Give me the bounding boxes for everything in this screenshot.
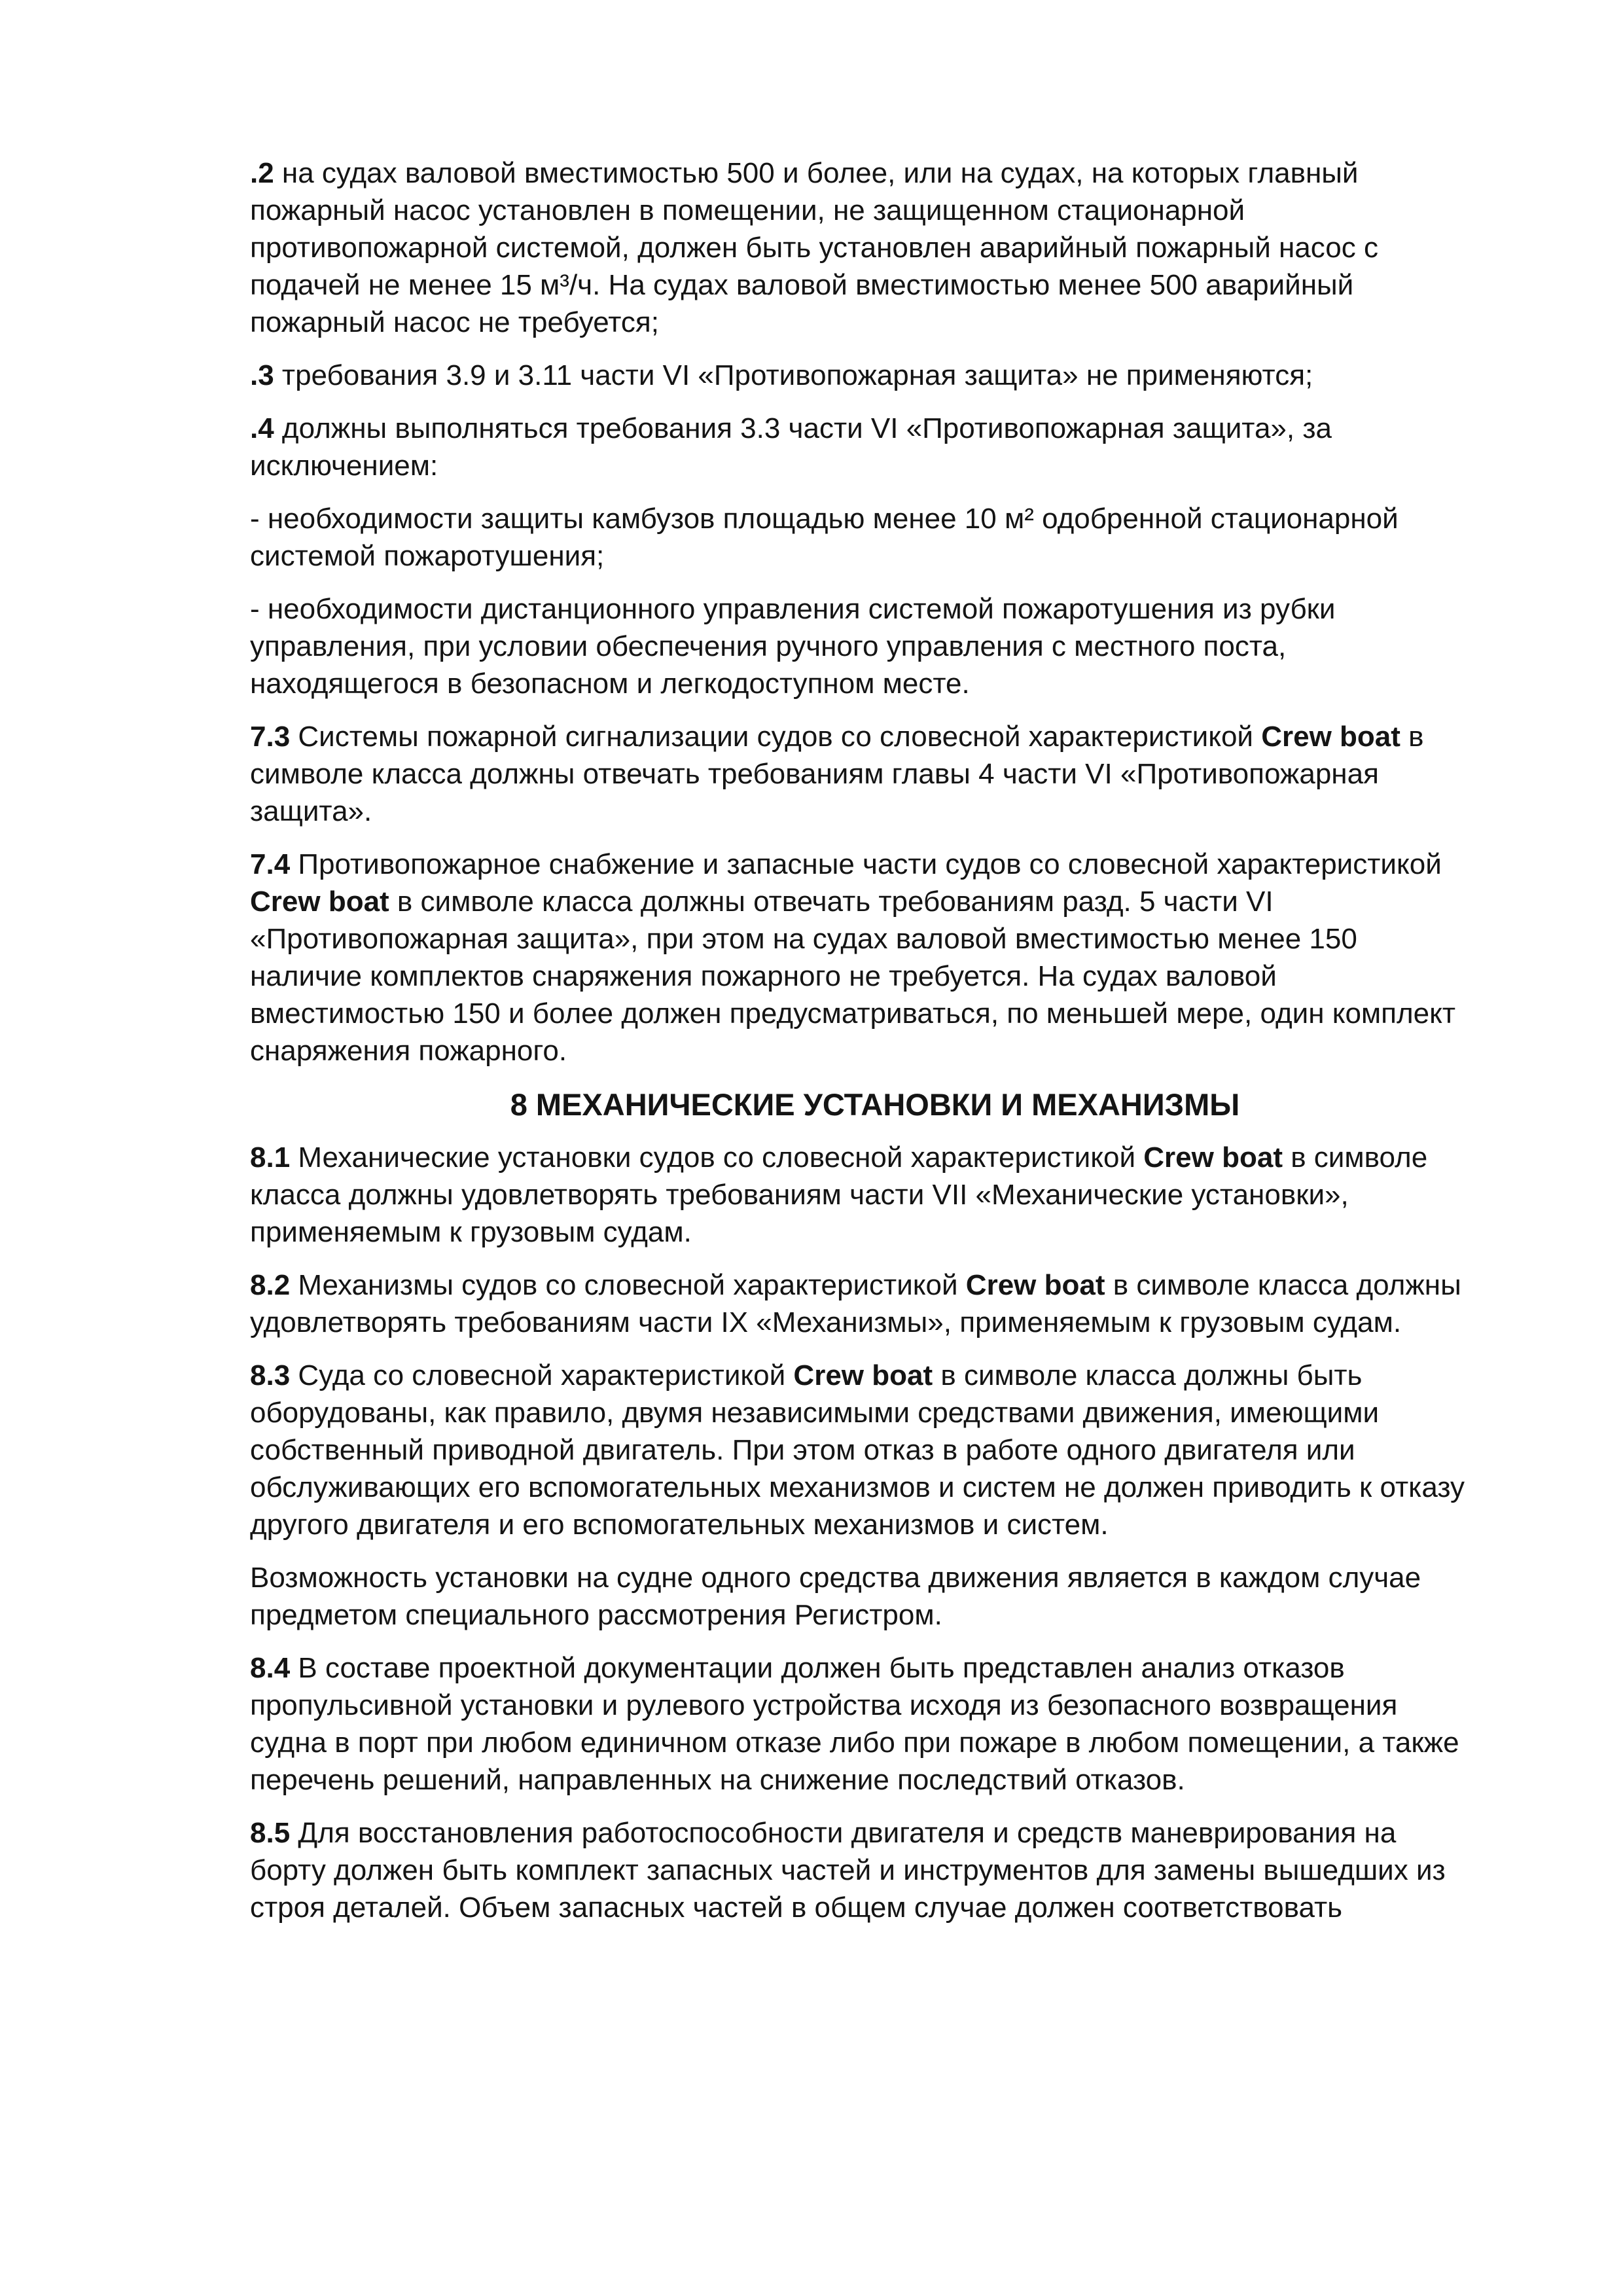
paragraph-text: В составе проектной документации должен быть представлен анализ отказов пропульсивной установки и рулевого устройства исходя из безопасного возвращения судна в порт при любом единичном отказе либо при пожаре в любом помещении, а также перечень решений, направленных на снижение последствий отказов. (250, 1652, 1459, 1796)
item-number: 8.3 (250, 1359, 291, 1391)
paragraph-text: Для восстановления работоспособности двигателя и средств маневрирования на борту должен быть комплект запасных частей и инструментов для замены вышедших из строя деталей. Объем запасных частей в общем случае должен соответствовать (250, 1817, 1446, 1924)
paragraph-8-3 (250, 1357, 1474, 1543)
paragraph-text: Механизмы судов со словесной характеристикой (290, 1269, 966, 1301)
class-notation: Crew boat (965, 1269, 1105, 1301)
class-notation: Crew boat (250, 886, 389, 918)
paragraph-text: требования 3.9 и 3.11 части VI «Противопожарная защита» не применяются; (274, 359, 1313, 391)
item-number: 8.4 (250, 1652, 291, 1684)
class-notation: Crew boat (1143, 1141, 1283, 1174)
paragraph-single-propulsion (250, 1559, 1474, 1634)
class-notation: Crew boat (793, 1359, 933, 1391)
paragraph-text: должны выполняться требования 3.3 части VI «Противопожарная защита», за исключением: (250, 412, 1332, 482)
section-heading: 8 МЕХАНИЧЕСКИЕ УСТАНОВКИ И МЕХАНИЗМЫ (510, 1087, 1240, 1122)
item-number: 8.2 (250, 1269, 291, 1301)
paragraph-7-4 (250, 846, 1474, 1069)
paragraph-2 (250, 154, 1474, 341)
paragraph-text: - необходимости дистанционного управления системой пожаротушения из рубки управления, при условии обеспечения ручного управления с местного поста, находящегося в безопасном и легкодоступном месте. (250, 593, 1336, 700)
paragraph-text: Противопожарное снабжение и запасные части судов со словесной характеристикой (290, 848, 1442, 880)
paragraph-text-cont: в символе класса должны отвечать требованиям главы 4 части VI «Противопожарная защита». (250, 721, 1424, 827)
exception-remote-control (250, 590, 1474, 702)
paragraph-8-4 (250, 1649, 1474, 1799)
paragraph-4 (250, 410, 1474, 484)
paragraph-text: Системы пожарной сигнализации судов со словесной характеристикой (290, 721, 1262, 753)
item-number: .2 (250, 157, 274, 189)
paragraph-text: - необходимости защиты камбузов площадью менее 10 м² одобренной стационарной системой пожаротушения; (250, 503, 1399, 572)
paragraph-text: Механические установки судов со словесной характеристикой (290, 1141, 1144, 1174)
item-number: 8.1 (250, 1141, 291, 1174)
paragraph-7-3 (250, 718, 1474, 830)
paragraph-text: Суда со словесной характеристикой (290, 1359, 794, 1391)
item-number: 7.4 (250, 848, 291, 880)
paragraph-text-cont: в символе класса должны быть оборудованы, как правило, двумя независимыми средствами движения, имеющими собственный приводной двигатель. При этом отказ в работе одного двигателя или обслуживающих его вспомогательных механизмов и систем не должен приводить к отказу другого двигателя и его вспомогательных механизмов и систем. (250, 1359, 1465, 1541)
document-body (250, 154, 1474, 1942)
paragraph-text-cont: в символе класса должны удовлетворять требованиям части IX «Механизмы», применяемым к грузовым судам. (250, 1269, 1461, 1338)
class-notation: Crew boat (1261, 721, 1400, 753)
paragraph-text: на судах валовой вместимостью 500 и более, или на судах, на которых главный пожарный насос установлен в помещении, не защищенном стационарной противопожарной системой, должен быть установлен аварийный пожарный насос с подачей не менее 15 м³/ч. На судах валовой вместимостью менее 500 аварийный пожарный насос не требуется; (250, 157, 1378, 338)
paragraph-text-cont: в символе класса должны отвечать требованиям разд. 5 части VI «Противопожарная защита», при этом на судах валовой вместимостью менее 150 наличие комплектов снаряжения пожарного не требуется. На судах валовой вместимостью 150 и более должен предусматриваться, по меньшей мере, один комплект снаряжения пожарного. (250, 886, 1456, 1067)
item-number: 8.5 (250, 1817, 291, 1849)
exception-galleys (250, 500, 1474, 575)
paragraph-3 (250, 357, 1474, 394)
item-number: .3 (250, 359, 274, 391)
item-number: 7.3 (250, 721, 291, 753)
paragraph-text: Возможность установки на судне одного средства движения является в каждом случае предметом специального рассмотрения Регистром. (250, 1562, 1421, 1631)
item-number: .4 (250, 412, 274, 444)
paragraph-8-5 (250, 1814, 1474, 1926)
paragraph-text-cont: в символе класса должны удовлетворять требованиям части VII «Механические установки», применяемым к грузовым судам. (250, 1141, 1428, 1248)
paragraph-8-1 (250, 1139, 1474, 1251)
paragraph-8-2 (250, 1266, 1474, 1341)
